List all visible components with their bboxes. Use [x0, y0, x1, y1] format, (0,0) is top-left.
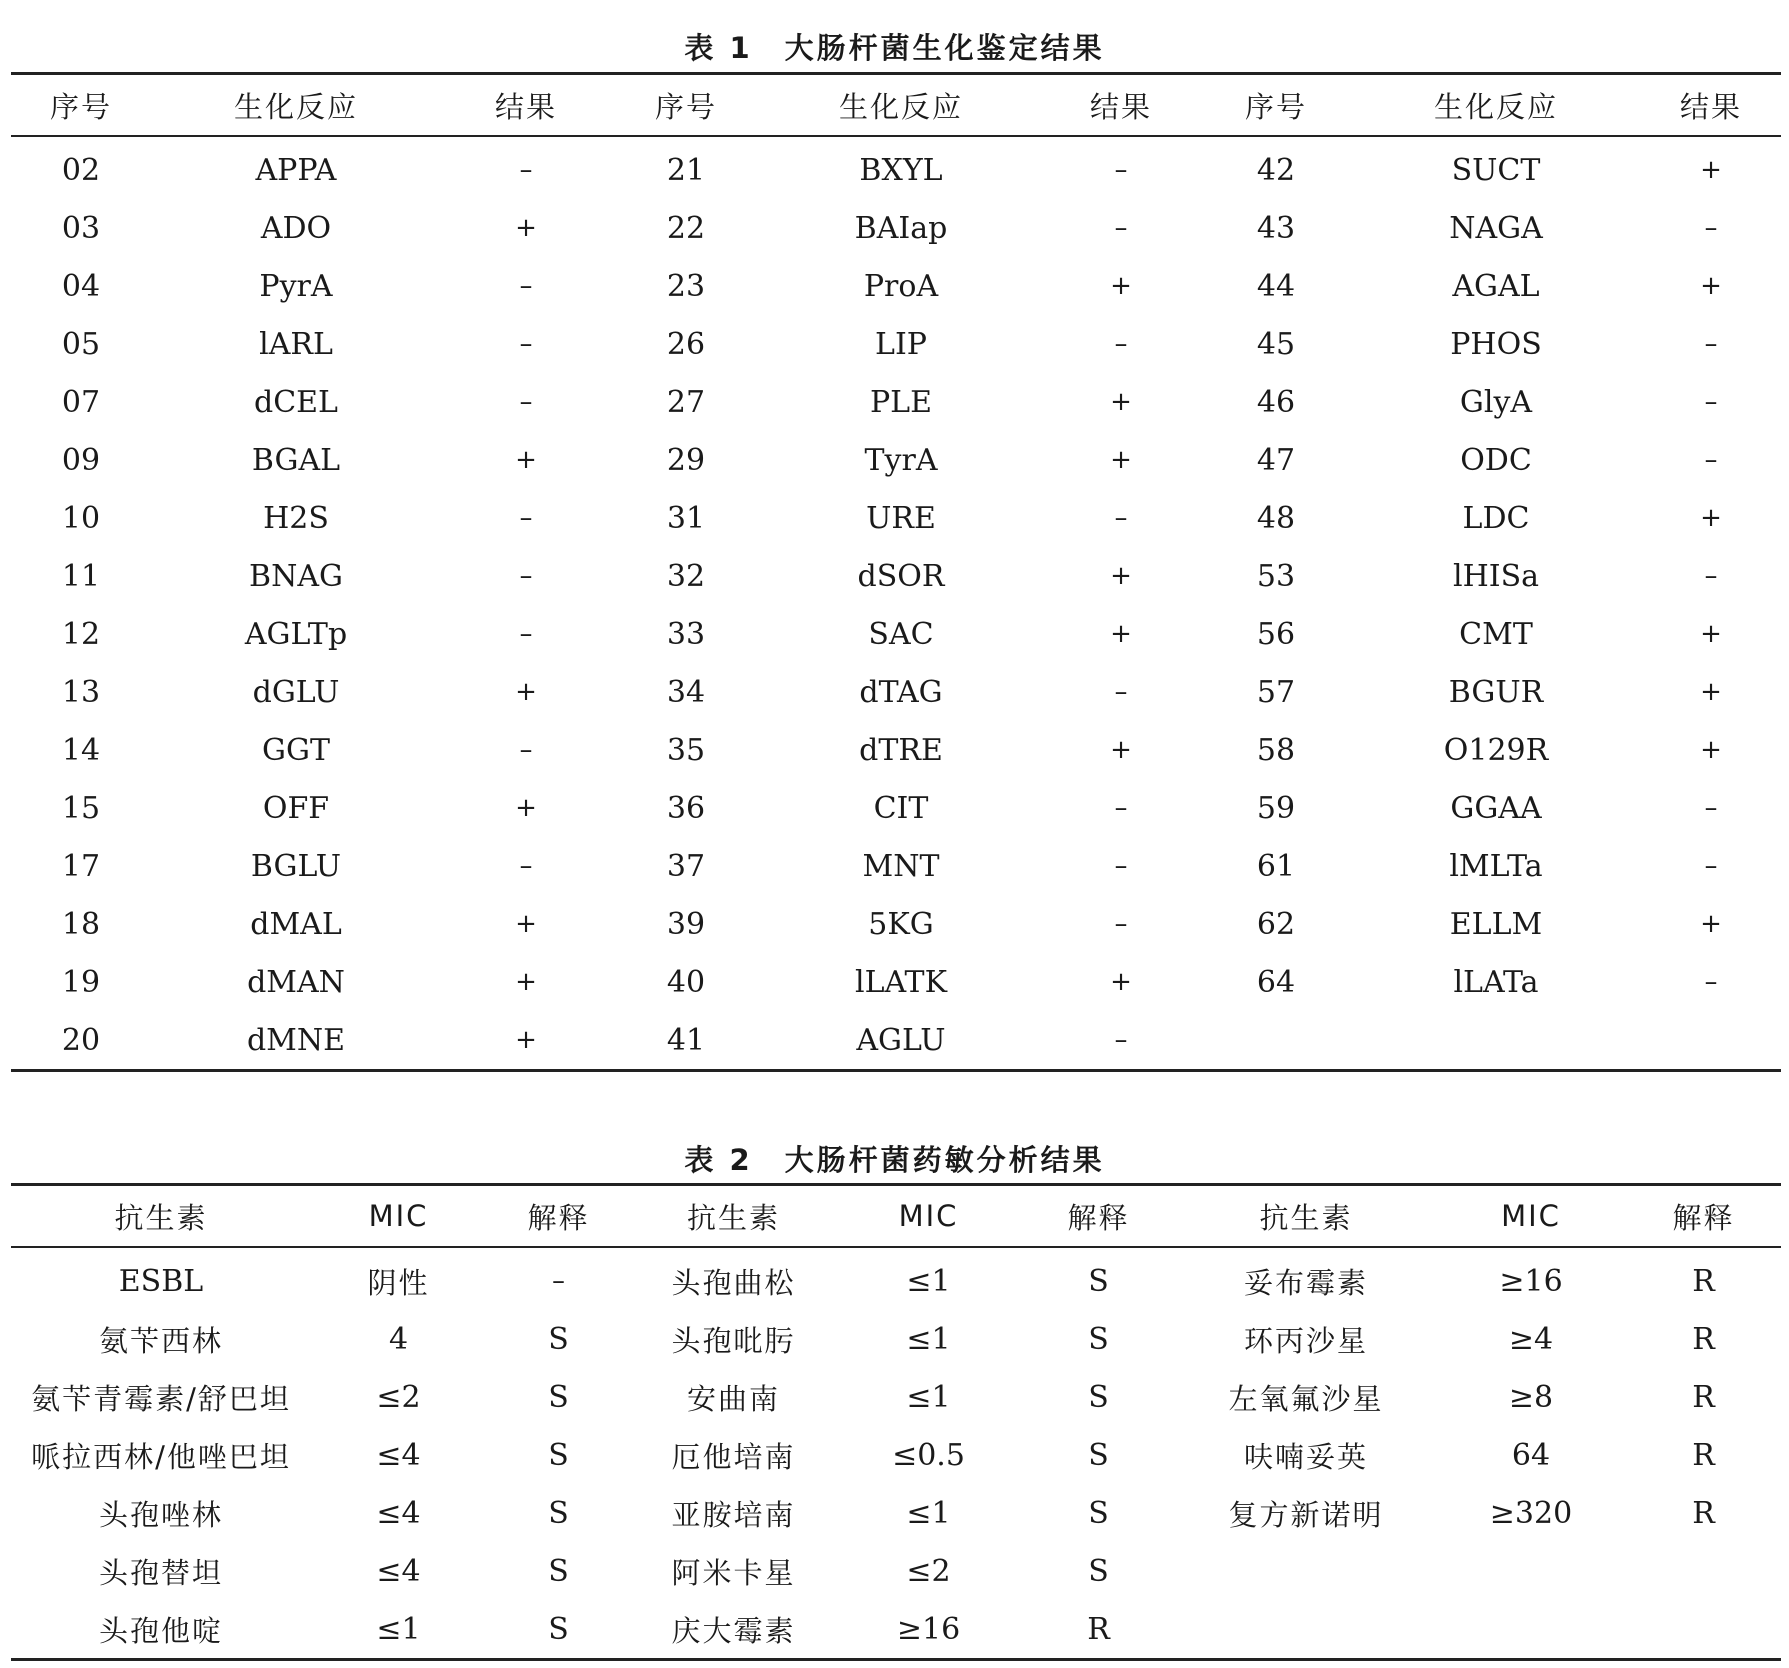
table-cell: – [1704, 445, 1718, 475]
table-cell: dTRE [859, 732, 943, 768]
table-cell: 61 [1256, 848, 1296, 884]
table-cell: 35 [666, 732, 706, 768]
table-row [11, 837, 1781, 895]
table-cell: ≤1 [906, 1495, 951, 1531]
table2-header-cell: 抗生素 [1176, 1185, 1436, 1248]
table-row [11, 136, 1781, 199]
table-cell: 59 [1256, 790, 1296, 826]
table-cell: 20 [11, 1011, 151, 1071]
table2-header-cell: 抗生素 [631, 1185, 836, 1248]
table2-header-cell: MIC [311, 1185, 486, 1248]
table-row [11, 663, 1781, 721]
table-cell: 18 [61, 906, 101, 942]
table-cell: R [1692, 1263, 1715, 1299]
table-cell: + [1110, 967, 1132, 997]
table-cell [1641, 1011, 1781, 1071]
table-cell: O129R [1443, 732, 1549, 768]
table-cell: – [1041, 1011, 1201, 1071]
table-cell: R [1692, 1437, 1715, 1473]
table-cell: – [519, 503, 533, 533]
table-row [11, 895, 1781, 953]
table-cell: 12 [61, 616, 101, 652]
table-cell: S [548, 1321, 569, 1357]
table-cell: AGAL [1452, 268, 1540, 304]
table-cell [1176, 1542, 1436, 1600]
table-cell: GGT [262, 732, 330, 768]
table-cell: + [1700, 619, 1722, 649]
table-cell: MNT [862, 848, 940, 884]
table-cell: + [515, 213, 537, 243]
table-cell: SAC [868, 616, 934, 652]
table-cell: lLATK [855, 964, 947, 1000]
table-cell: – [519, 851, 533, 881]
table-cell [1351, 1011, 1641, 1071]
table-cell: 氨苄西林 [98, 1323, 223, 1358]
table-cell: 10 [61, 500, 101, 536]
table-row [11, 1600, 1781, 1660]
table-cell: ≤1 [906, 1321, 951, 1357]
table1-header-row [11, 74, 1781, 137]
table-cell: ≤0.5 [892, 1437, 965, 1473]
table-cell: 23 [666, 268, 706, 304]
table-cell: ≤1 [906, 1379, 951, 1415]
table-cell: + [1700, 271, 1722, 301]
table1-header-cell: 结果 [1641, 74, 1781, 137]
table-cell: + [515, 909, 537, 939]
table-cell: + [515, 967, 537, 997]
table-cell: BNAG [249, 558, 343, 594]
table-cell: 左氧氟沙星 [1228, 1381, 1384, 1416]
table1-caption: 表 1 大肠杆菌生化鉴定结果 [684, 31, 1105, 65]
table-cell: – [1704, 967, 1718, 997]
table-cell: ≤2 [906, 1553, 951, 1589]
table-cell: 庆大霉素 [631, 1600, 836, 1660]
table-cell: ≤4 [376, 1495, 421, 1531]
table-cell: 58 [1256, 732, 1296, 768]
table-cell: + [1700, 155, 1722, 185]
table-cell: 39 [666, 906, 706, 942]
table-cell: ELLM [1449, 906, 1543, 942]
table-row [11, 605, 1781, 663]
table-cell: + [515, 445, 537, 475]
table-cell: S [1088, 1321, 1109, 1357]
table-cell [1201, 1011, 1351, 1071]
table-cell: + [1700, 677, 1722, 707]
table-cell: GGAA [1450, 790, 1542, 826]
table-cell: 02 [61, 152, 101, 188]
table-cell: ESBL [118, 1263, 204, 1299]
table-row [11, 1484, 1781, 1542]
table2-caption: 表 2 大肠杆菌药敏分析结果 [684, 1143, 1105, 1177]
table-cell: 头孢替坦 [98, 1555, 223, 1590]
table-row [11, 373, 1781, 431]
table-cell: + [1700, 503, 1722, 533]
table2-header-cell: MIC [836, 1185, 1021, 1248]
table-cell: 41 [611, 1011, 761, 1071]
table-cell: S [548, 1553, 569, 1589]
table-row [11, 1011, 1781, 1071]
table-cell: 57 [1256, 674, 1296, 710]
table1-header-cell: 生化反应 [1351, 74, 1641, 137]
table-cell: + [1110, 619, 1132, 649]
table-cell: 33 [666, 616, 706, 652]
table-cell: ≥8 [1508, 1379, 1554, 1415]
table-cell: – [1114, 677, 1128, 707]
table-cell: + [1110, 271, 1132, 301]
table-cell: lHISa [1452, 558, 1540, 594]
table-cell: S [1088, 1437, 1109, 1473]
table1-header-cell: 生化反应 [761, 74, 1041, 137]
table-cell: 4 [388, 1321, 409, 1357]
table-row [11, 779, 1781, 837]
table-cell: BGUR [1448, 674, 1544, 710]
table-cell: 5KG [868, 906, 934, 942]
table-cell: 56 [1256, 616, 1296, 652]
table-cell: 07 [61, 384, 101, 420]
table-row [11, 953, 1781, 1011]
table-cell: lARL [259, 326, 333, 362]
table-cell: 37 [666, 848, 706, 884]
table-cell: 15 [61, 790, 101, 826]
table-cell: 氨苄青霉素/舒巴坦 [31, 1381, 291, 1416]
table-cell: 头孢曲松 [671, 1265, 796, 1300]
table-cell: 64 [1256, 964, 1296, 1000]
table2-header-cell: 解释 [486, 1185, 631, 1248]
table-cell: ≥320 [1489, 1495, 1573, 1531]
table-cell: 04 [61, 268, 101, 304]
table-cell: 34 [666, 674, 706, 710]
table-cell: ODC [1460, 442, 1532, 478]
table-cell: – [1114, 909, 1128, 939]
table2-header-cell: 解释 [1021, 1185, 1176, 1248]
table-cell: + [515, 677, 537, 707]
table-cell [1626, 1542, 1781, 1600]
table-cell: – [519, 155, 533, 185]
table-cell: 安曲南 [686, 1381, 780, 1416]
table-cell: 复方新诺明 [1228, 1497, 1384, 1532]
table-cell: 40 [666, 964, 706, 1000]
table-cell: PLE [869, 384, 932, 420]
table-cell: PyrA [259, 268, 333, 304]
table-cell: 环丙沙星 [1243, 1323, 1368, 1358]
table-row [11, 315, 1781, 373]
table-cell: R [1692, 1379, 1715, 1415]
table-cell: 32 [666, 558, 706, 594]
table-cell: dMAN [247, 964, 345, 1000]
table-cell: 42 [1256, 152, 1296, 188]
table1-header-cell: 结果 [441, 74, 611, 137]
table-cell: ≤2 [376, 1379, 421, 1415]
table-cell: SUCT [1451, 152, 1541, 188]
table-cell: 11 [61, 558, 101, 594]
table-cell: ≥16 [836, 1600, 1021, 1660]
table-cell: AGLU [761, 1011, 1041, 1071]
table-cell: dMAL [250, 906, 342, 942]
table-row [11, 489, 1781, 547]
table-cell: – [1114, 503, 1128, 533]
table-cell: URE [866, 500, 936, 536]
table-row [11, 1310, 1781, 1368]
table-cell: LIP [875, 326, 927, 362]
table-cell: 53 [1256, 558, 1296, 594]
table-cell: dGLU [252, 674, 340, 710]
table-cell: – [1704, 213, 1718, 243]
table-row [11, 1426, 1781, 1484]
table-cell: S [548, 1495, 569, 1531]
table-cell: 47 [1256, 442, 1296, 478]
table-cell: 阿米卡星 [671, 1555, 796, 1590]
table-cell [1436, 1542, 1626, 1600]
table-cell: – [552, 1266, 565, 1296]
table-cell: 17 [61, 848, 101, 884]
table-cell: 45 [1256, 326, 1296, 362]
table1-header-cell: 序号 [11, 74, 151, 137]
biochem-table [11, 72, 1781, 1072]
table-cell: 43 [1256, 210, 1296, 246]
table-cell: 哌拉西林/他唑巴坦 [31, 1439, 291, 1474]
table-cell: 厄他培南 [671, 1439, 796, 1474]
table-cell: – [1114, 213, 1128, 243]
table-cell: GlyA [1459, 384, 1533, 420]
table-row [11, 721, 1781, 779]
table-cell: 46 [1256, 384, 1296, 420]
table2-header-cell: MIC [1436, 1185, 1626, 1248]
table-cell: 62 [1256, 906, 1296, 942]
table-cell: – [1114, 329, 1128, 359]
table1-body [11, 136, 1781, 1071]
table-cell: + [1700, 735, 1722, 765]
table-cell: 03 [61, 210, 101, 246]
table-cell: – [1704, 329, 1718, 359]
table-cell: 阴性 [367, 1265, 430, 1300]
antibiotic-table [11, 1183, 1781, 1661]
table-cell: 头孢唑林 [98, 1497, 223, 1532]
table-cell: 44 [1256, 268, 1296, 304]
table-cell: S [1088, 1379, 1109, 1415]
table-cell: 头孢吡肟 [671, 1323, 796, 1358]
table1-header-cell: 序号 [1201, 74, 1351, 137]
table-cell: BGAL [251, 442, 341, 478]
table1-header-cell: 序号 [611, 74, 761, 137]
table-cell: + [1700, 909, 1722, 939]
table-cell: R [1692, 1495, 1715, 1531]
table-cell: 27 [666, 384, 706, 420]
table-cell [1436, 1600, 1626, 1660]
table-cell: S [548, 1437, 569, 1473]
table-cell: 36 [666, 790, 706, 826]
table2-body [11, 1247, 1781, 1660]
table-row [11, 1542, 1781, 1600]
table-cell: TyrA [864, 442, 938, 478]
table-row [11, 1368, 1781, 1426]
table-cell: BGLU [250, 848, 342, 884]
table-cell: dCEL [254, 384, 338, 420]
table-cell: 09 [61, 442, 101, 478]
table-cell: CMT [1459, 616, 1533, 652]
table-cell: NAGA [1449, 210, 1543, 246]
table-cell: H2S [263, 500, 329, 536]
table-cell: PHOS [1450, 326, 1542, 362]
table-cell: ≤4 [376, 1553, 421, 1589]
table-cell: + [1110, 735, 1132, 765]
table-cell: 64 [1511, 1437, 1551, 1473]
table-cell: – [1114, 155, 1128, 185]
table-cell: BXYL [859, 152, 943, 188]
table-cell: – [519, 329, 533, 359]
table2-header-cell: 抗生素 [11, 1185, 311, 1248]
table-cell: + [441, 1011, 611, 1071]
table-cell: 22 [666, 210, 706, 246]
table-cell: 05 [61, 326, 101, 362]
table1-header-cell: 生化反应 [151, 74, 441, 137]
table-cell: S [548, 1379, 569, 1415]
table1-header-cell: 结果 [1041, 74, 1201, 137]
table2-header-row [11, 1185, 1781, 1248]
table-cell: – [519, 561, 533, 591]
table-cell: – [1704, 793, 1718, 823]
table-cell: 头孢他啶 [11, 1600, 311, 1660]
table-cell: CIT [873, 790, 929, 826]
table-cell: 14 [61, 732, 101, 768]
table-cell: dSOR [857, 558, 945, 594]
table-cell: 亚胺培南 [671, 1497, 796, 1532]
table-cell: R [1021, 1600, 1176, 1660]
table-cell: ≥16 [1499, 1263, 1563, 1299]
table-cell: 29 [666, 442, 706, 478]
table-cell: – [1114, 793, 1128, 823]
table-cell: ≤1 [311, 1600, 486, 1660]
table-cell: APPA [255, 152, 337, 188]
table-cell: – [519, 735, 533, 765]
table-cell: + [1110, 561, 1132, 591]
table-cell: 26 [666, 326, 706, 362]
table-row [11, 1247, 1781, 1310]
table-cell: 48 [1256, 500, 1296, 536]
table-cell: – [519, 387, 533, 417]
table-cell: S [1088, 1553, 1109, 1589]
table-cell: dTAG [859, 674, 943, 710]
table2-header-cell: 解释 [1626, 1185, 1781, 1248]
table-cell: 31 [666, 500, 706, 536]
table-cell: + [515, 793, 537, 823]
table-cell [1626, 1600, 1781, 1660]
table-cell: lMLTa [1449, 848, 1543, 884]
table-cell: ≥4 [1508, 1321, 1554, 1357]
table-cell: ADO [260, 210, 332, 246]
table-cell: 19 [61, 964, 101, 1000]
table-cell: ProA [863, 268, 939, 304]
table-cell: 21 [666, 152, 706, 188]
table-cell: 13 [61, 674, 101, 710]
table-cell: dMNE [151, 1011, 441, 1071]
table-cell: – [1704, 561, 1718, 591]
table-cell: ≤1 [906, 1263, 951, 1299]
table-cell: 呋喃妥英 [1243, 1439, 1368, 1474]
table-cell: BAIap [854, 210, 948, 246]
table-cell: AGLTp [244, 616, 348, 652]
table-cell: lLATa [1453, 964, 1539, 1000]
table-cell: S [486, 1600, 631, 1660]
table-cell: S [1088, 1495, 1109, 1531]
table-cell: R [1692, 1321, 1715, 1357]
table-cell: – [1704, 851, 1718, 881]
table-cell: – [519, 271, 533, 301]
table-cell: 妥布霉素 [1243, 1265, 1368, 1300]
table-cell: – [1114, 851, 1128, 881]
table-row [11, 431, 1781, 489]
table-cell: ≤4 [376, 1437, 421, 1473]
table-cell [1176, 1600, 1436, 1660]
table-cell: S [1088, 1263, 1109, 1299]
table-cell: + [1110, 445, 1132, 475]
table-row [11, 199, 1781, 257]
table-row [11, 547, 1781, 605]
table-cell: OFF [262, 790, 330, 826]
table-cell: LDC [1462, 500, 1530, 536]
table-cell: – [519, 619, 533, 649]
table-row [11, 257, 1781, 315]
table-cell: + [1110, 387, 1132, 417]
table-cell: – [1704, 387, 1718, 417]
